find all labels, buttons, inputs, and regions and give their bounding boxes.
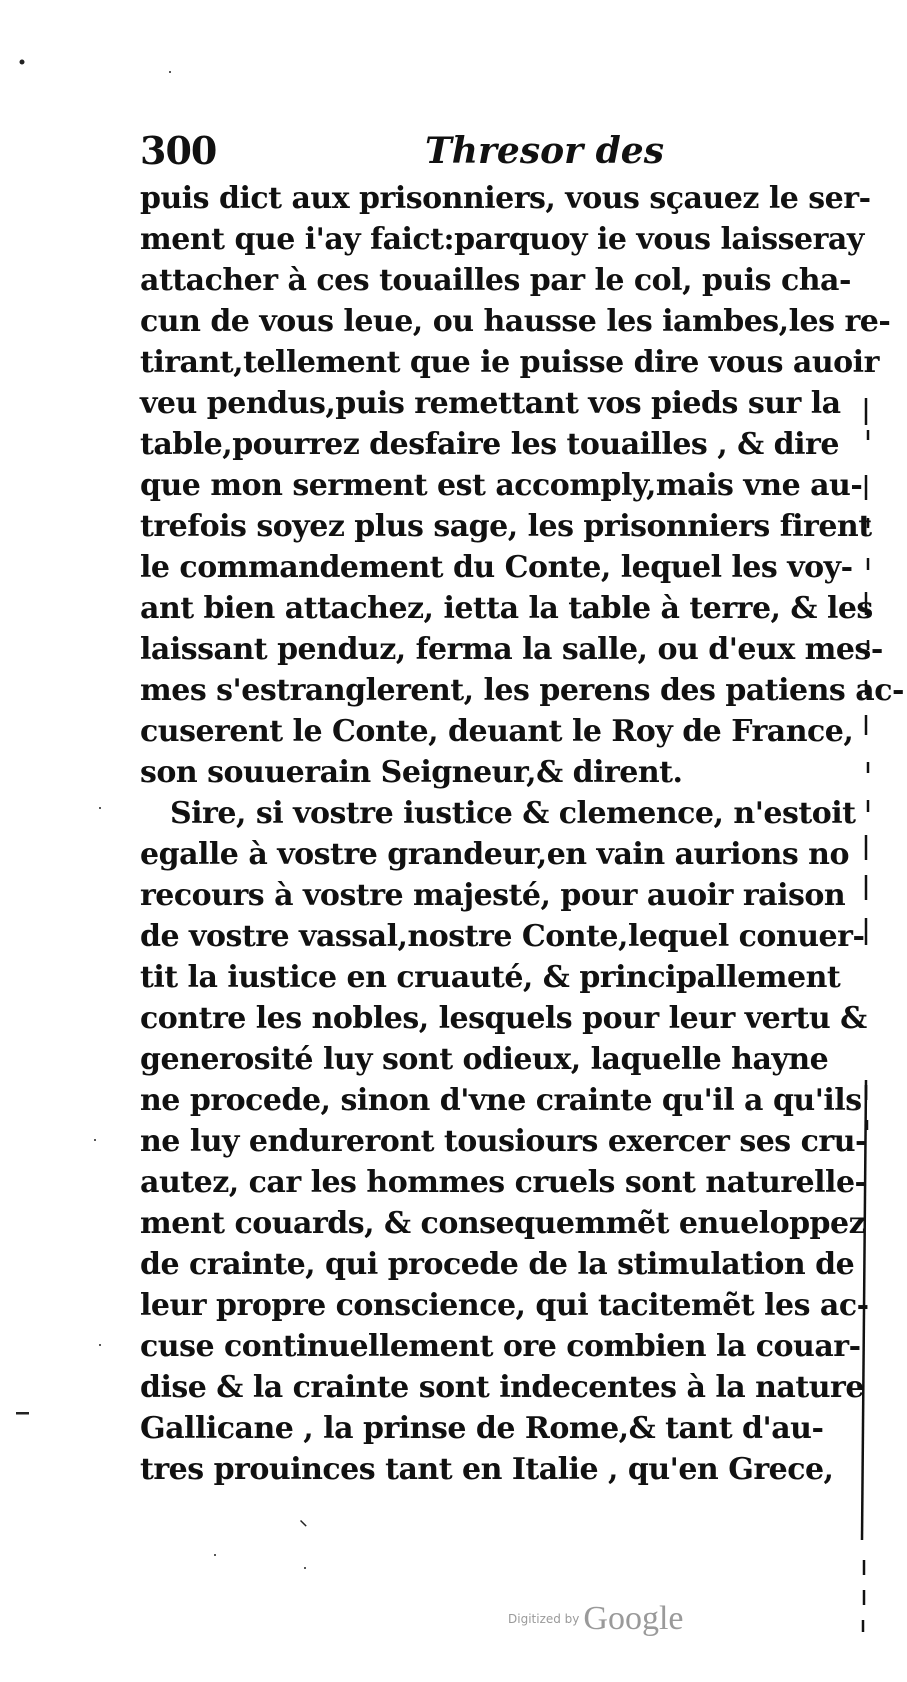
running-title: Thresor des <box>425 130 664 172</box>
page-header <box>140 128 820 174</box>
text-line: table,pourrez desfaire les touailles , & dire <box>140 427 839 462</box>
text-line: de crainte, qui procede de la stimulation de <box>140 1247 855 1282</box>
text-line: dise & la crainte sont indecentes à la nature <box>140 1370 864 1405</box>
text-line: Gallicane , la prinse de Rome,& tant d'au- <box>140 1411 824 1446</box>
text-line: attacher à ces touailles par le col, puis cha- <box>140 263 851 298</box>
text-line: ne luy endureront tousiours exercer ses cru- <box>140 1124 867 1159</box>
body-text <box>140 178 904 1490</box>
text-line: laissant penduz, ferma la salle, ou d'eux mes- <box>140 632 883 667</box>
text-line: cuse continuellement ore combien la couar- <box>140 1329 861 1364</box>
text-line: contre les nobles, lesquels pour leur vertu & <box>140 1001 867 1036</box>
text-line: que mon serment est accomply,mais vne au- <box>140 468 863 503</box>
text-line: de vostre vassal,nostre Conte,lequel conuer- <box>140 919 865 954</box>
text-line: autez, car les hommes cruels sont naturelle- <box>140 1165 867 1200</box>
text-line: mes s'estranglerent, les perens des patiens ac- <box>140 673 904 708</box>
text-line: generosité luy sont odieux, laquelle hayne <box>140 1042 829 1077</box>
text-line: ment couards, & consequemmẽt enueloppez <box>140 1206 866 1241</box>
text-line: puis dict aux prisonniers, vous sçauez le ser- <box>140 181 871 216</box>
text-line: tit la iustice en cruauté, & principallement <box>140 960 841 995</box>
text-line: egalle à vostre grandeur,en vain aurions no <box>140 837 850 872</box>
text-line: veu pendus,puis remettant vos pieds sur la <box>140 386 841 421</box>
watermark-prefix: Digitized by <box>508 1612 580 1626</box>
digitized-watermark <box>508 1600 684 1638</box>
text-line: recours à vostre majesté, pour auoir raison <box>140 878 846 913</box>
text-line: leur propre conscience, qui tacitemẽt les ac- <box>140 1288 869 1323</box>
page-number: 300 <box>140 128 217 173</box>
text-line: son souuerain Seigneur,& dirent. <box>140 755 683 790</box>
text-line: cuserent le Conte, deuant le Roy de France, <box>140 714 854 749</box>
text-line: le commandement du Conte, lequel les voy- <box>140 550 853 585</box>
text-line: ant bien attachez, ietta la table à terre, & les <box>140 591 873 626</box>
text-line: tres prouinces tant en Italie , qu'en Grece, <box>140 1452 834 1487</box>
google-logo: Google <box>583 1600 684 1637</box>
text-line: tirant,tellement que ie puisse dire vous auoir <box>140 345 879 380</box>
text-line: ne procede, sinon d'vne crainte qu'il a qu'ils <box>140 1083 862 1118</box>
text-line: Sire, si vostre iustice & clemence, n'estoit <box>170 796 856 831</box>
text-line: ment que i'ay faict:parquoy ie vous laisseray <box>140 222 864 257</box>
text-line: trefois soyez plus sage, les prisonniers firent <box>140 509 872 544</box>
text-line: cun de vous leue, ou hausse les iambes,les re- <box>140 304 891 339</box>
